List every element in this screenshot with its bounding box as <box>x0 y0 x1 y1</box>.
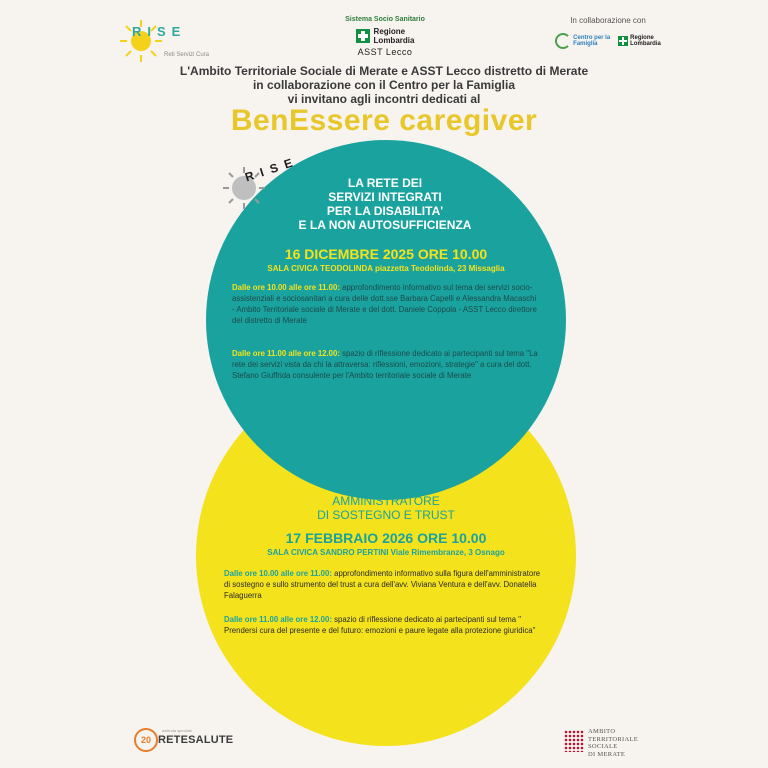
event2-text1: approfondimento informativo sulla figura dell'amministratore di sostegno e sullo strumento del trust a cura dell'avv. Viviana Ventura e dell'avv. Donatella Falaguerra <box>224 569 541 600</box>
sistema-socio-sanitario-logo <box>340 16 430 57</box>
asst-lecco-label: ASST Lecco <box>357 47 413 57</box>
retesalute-wordmark: RETESALUTE <box>158 734 234 746</box>
event2-time1: Dalle ore 10.00 alle ore 11.00: <box>224 569 332 578</box>
retesalute-sub: azienda speciale <box>162 728 192 733</box>
centro-famiglia-icon <box>555 33 571 49</box>
event1-title <box>230 176 540 232</box>
intro-line2: in collaborazione con il Centro per la Famiglia <box>252 78 516 92</box>
event2-title-line2: DI SOSTEGNO E TRUST <box>317 508 455 522</box>
event1-time1: Dalle ore 10.00 alle ore 11.00: <box>232 283 340 292</box>
event1-title-line1: LA RETE DEI <box>347 176 423 190</box>
intro-line1: L'Ambito Territoriale Sociale di Merate e ASST Lecco distretto di Merate <box>179 64 589 78</box>
event2-place: SALA CIVICA SANDRO PERTINI Viale Rimembranze, 3 Osnago <box>267 548 505 557</box>
event1-title-line2: SERVIZI INTEGRATI <box>328 190 442 204</box>
regione-lombardia-logo <box>618 35 661 47</box>
collab-title: In collaborazione con <box>570 16 646 25</box>
ambito-line1: AMBITO <box>588 728 616 735</box>
lombardia-cross-icon <box>618 36 628 46</box>
ambito-merate-logo <box>564 728 674 758</box>
event1-text2: spazio di riflessione dedicato ai partecipanti sul tema "La rete dei servizi vista da chi la attraversa: riflessioni, emozioni, strategie" a cura del dott. Stefano Giuffrida consulente per l'Ambito territoriale sociale di Merate <box>232 349 538 380</box>
ambito-line2: TERRITORIALE <box>588 735 639 743</box>
lombardia-line2: Lombardia <box>373 36 415 45</box>
intro-text <box>0 64 768 106</box>
event1-title-line3: PER LA DISABILITA' <box>326 204 444 218</box>
collaboration-logos <box>548 16 668 49</box>
event2-paragraph2 <box>224 614 544 636</box>
lombardia-line1: Regione <box>373 27 406 36</box>
cpf-line1: Centro per la <box>573 35 611 41</box>
event2-paragraph1 <box>224 568 544 601</box>
event1-paragraph1 <box>232 282 540 326</box>
rise-badge-word: RISE <box>243 153 301 185</box>
event1-text1: approfondimento informativo sul tema dei servizi socio-assistenziali e sociosanitari a cura delle dott.sse Barbara Capelli e Alessandra Macaschi - Ambito Territoriale sociale di Merate e del dott. Daniele Coppola - ASST Lecco direttore del distretto di Merate <box>232 283 537 325</box>
event1-paragraph2 <box>232 348 540 381</box>
retesalute-logo <box>134 726 234 754</box>
ambito-line3: SOCIALE <box>588 743 618 750</box>
page-title: BenEssere caregiver <box>230 104 538 137</box>
event2-time2: Dalle ore 11.00 alle ore 12.00: <box>224 615 332 624</box>
lombardia-cross-icon <box>356 29 370 43</box>
retesalute-badge: 20 <box>134 728 158 752</box>
sistema-title: Sistema Socio Sanitario <box>345 16 425 23</box>
event2-title-line1: AMMINISTRATORE <box>332 494 440 508</box>
event2-text2: spazio di riflessione dedicato ai partecipanti sul tema " Prendersi cura del presente e del futuro: emozioni e paure legate alla protezione giuridica" <box>224 615 536 635</box>
rise-subtitle: Reti Servizi Cura <box>164 52 210 58</box>
event2-title <box>196 494 576 522</box>
rl-line2: Lombardia <box>630 41 661 47</box>
event1-place: SALA CIVICA TEODOLINDA piazzetta Teodolinda, 23 Missaglia <box>267 264 505 273</box>
rl-line1: Regione <box>630 35 654 41</box>
rise-logo <box>118 18 218 66</box>
event1-title-line4: E LA NON AUTOSUFFICIENZA <box>298 218 472 232</box>
cpf-line2: Famiglia <box>573 41 598 47</box>
event2-date: 17 FEBBRAIO 2026 ORE 10.00 <box>285 530 487 546</box>
ambito-line4: DI MERATE <box>588 750 626 758</box>
regione-lombardia-mark <box>340 27 430 45</box>
rise-wordmark: RISE <box>132 24 187 39</box>
event1-date: 16 DICEMBRE 2025 ORE 10.00 <box>284 246 488 262</box>
event1-time2: Dalle ore 11.00 alle ore 12.00: <box>232 349 340 358</box>
dots-grid-icon <box>564 730 584 752</box>
intro-line3: vi invitano agli incontri dedicati al <box>287 92 481 106</box>
centro-famiglia-logo <box>555 33 610 49</box>
